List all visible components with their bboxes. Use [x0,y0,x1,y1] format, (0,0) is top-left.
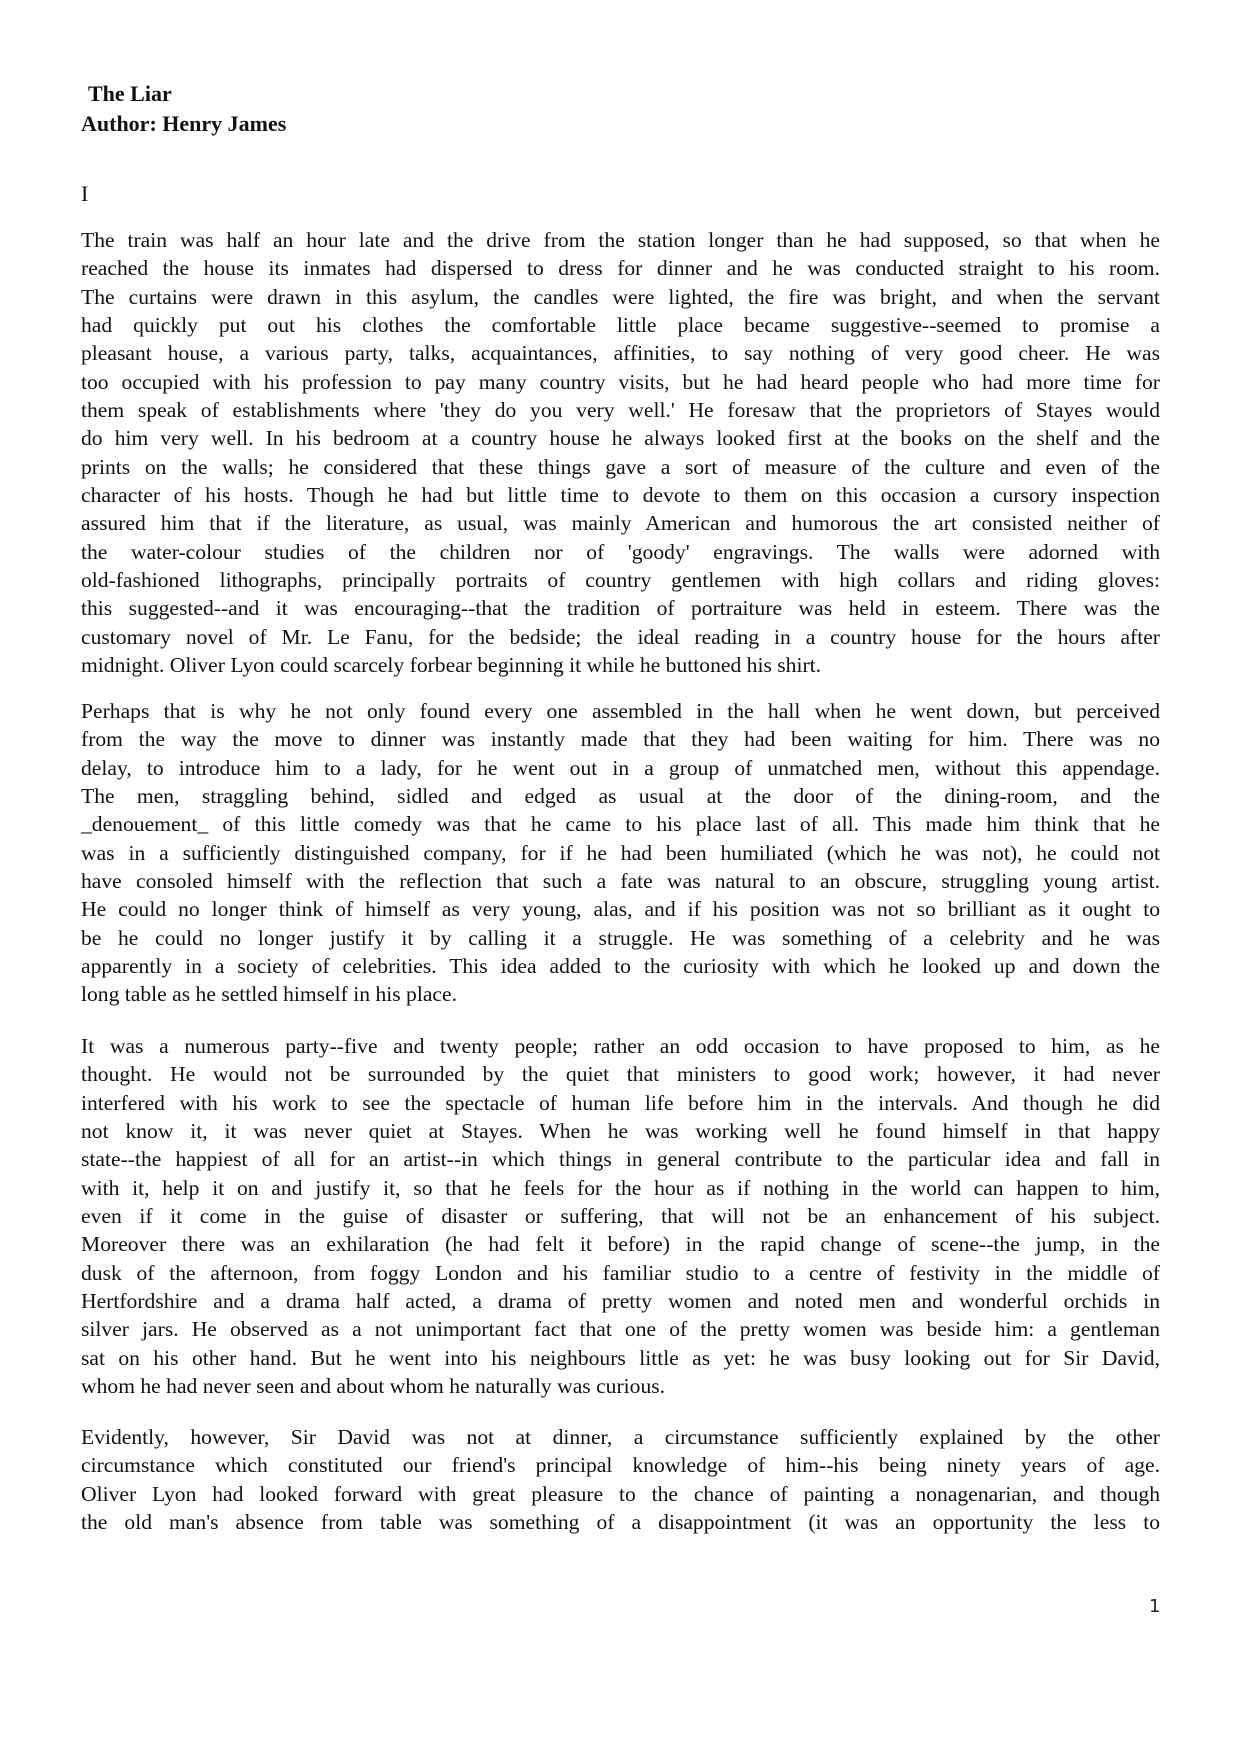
text-line: midnight. Oliver Lyon could scarcely forbear beginning it while he buttoned his shirt. [81,653,822,678]
text-line: be he could no longer justify it by calling it a struggle. He was something of a celebrity and he was [81,925,1160,950]
text-line: reached the house its inmates had dispersed to dress for dinner and he was conducted straight to his room. [81,256,1160,281]
text-line: pleasant house, a various party, talks, acquaintances, affinities, to say nothing of very good cheer. He was [81,341,1160,366]
text-line: prints on the walls; he considered that these things gave a sort of measure of the culture and even of the [81,454,1160,479]
text-line: Hertfordshire and a drama half acted, a drama of pretty women and noted men and wonderful orchids in [81,1289,1160,1314]
text-line: The train was half an hour late and the drive from the station longer than he had supposed, so that when he [81,228,1160,252]
text-line: the old man's absence from table was something of a disappointment (it was an opportunity the less to [81,1510,1160,1535]
text-line: It was a numerous party--five and twenty people; rather an odd occasion to have proposed to him, as he [81,1034,1160,1058]
text-line: thought. He would not be surrounded by the quiet that ministers to good work; however, it had never [81,1062,1160,1087]
text-line: Oliver Lyon had looked forward with great pleasure to the chance of painting a nonagenarian, and though [81,1481,1160,1506]
text-line: was in a sufficiently distinguished company, for if he had been humiliated (which he was not), he could not [81,840,1160,865]
text-line: He could no longer think of himself as very young, alas, and if his position was not so brilliant as it ought to [81,897,1160,922]
document-author: Author: Henry James [81,111,287,136]
text-line: not know it, it was never quiet at Stayes. When he was working well he found himself in that happy [81,1119,1160,1144]
text-line: whom he had never seen and about whom he naturally was curious. [81,1374,666,1399]
text-line: do him very well. In his bedroom at a country house he always looked first at the books on the shelf and the [81,426,1160,451]
paragraph-3 [81,1032,1160,1400]
text-line: character of his hosts. Though he had but little time to devote to them on this occasion a cursory inspection [81,483,1160,508]
page-number: 1 [1149,1596,1161,1617]
text-line: _denouement_ of this little comedy was that he came to his place last of all. This made him think that he [81,812,1160,837]
text-line: old-fashioned lithographs, principally portraits of country gentlemen with high collars and riding gloves: [81,568,1160,593]
text-line: them speak of establishments where 'they do you very well.' He foresaw that the proprietors of Stayes would [81,398,1160,423]
text-line: sat on his other hand. But he went into his neighbours little as yet: he was busy looking out for Sir David, [81,1345,1160,1370]
text-line: interfered with his work to see the spectacle of human life before him in the intervals. And though he did [81,1090,1160,1115]
text-line: assured him that if the literature, as usual, was mainly American and humorous the art consisted neither of [81,511,1160,536]
text-line: The men, straggling behind, sidled and edged as usual at the door of the dining-room, and the [81,784,1160,809]
paragraph-1 [81,226,1160,680]
paragraph-4 [81,1423,1160,1536]
text-line: this suggested--and it was encouraging--that the tradition of portraiture was held in esteem. There was the [81,596,1160,621]
text-line: circumstance which constituted our friend's principal knowledge of him--his being ninety years of age. [81,1453,1160,1478]
text-line: apparently in a society of celebrities. This idea added to the curiosity with which he looked up and down the [81,954,1160,979]
text-line: too occupied with his profession to pay many country visits, but he had heard people who had more time for [81,369,1160,394]
document-title: The Liar [88,81,172,106]
text-line: Perhaps that is why he not only found every one assembled in the hall when he went down, but perceived [81,699,1160,723]
text-line: dusk of the afternoon, from foggy London and his familiar studio to a centre of festivity in the middle of [81,1260,1160,1285]
text-line: had quickly put out his clothes the comfortable little place became suggestive--seemed to promise a [81,313,1160,338]
text-line: long table as he settled himself in his place. [81,982,457,1007]
text-line: Moreover there was an exhilaration (he had felt it before) in the rapid change of scene--the jump, in the [81,1232,1160,1257]
text-line: The curtains were drawn in this asylum, the candles were lighted, the fire was bright, and when the servant [81,284,1160,309]
text-line: state--the happiest of all for an artist--in which things in general contribute to the particular idea and fall in [81,1147,1160,1172]
paragraph-2 [81,697,1160,1009]
text-line: customary novel of Mr. Le Fanu, for the bedside; the ideal reading in a country house for the hours after [81,624,1160,649]
text-line: have consoled himself with the reflection that such a fate was natural to an obscure, struggling young artist. [81,869,1160,894]
text-line: with it, help it on and justify it, so that he feels for the hour as if nothing in the world can happen to him, [81,1175,1160,1200]
text-line: delay, to introduce him to a lady, for he went out in a group of unmatched men, without this appendage. [81,755,1160,780]
text-line: from the way the move to dinner was instantly made that they had been waiting for him. There was no [81,727,1160,752]
text-line: Evidently, however, Sir David was not at dinner, a circumstance sufficiently explained by the other [81,1425,1160,1449]
text-line: silver jars. He observed as a not unimportant fact that one of the pretty women was beside him: a gentleman [81,1317,1160,1342]
text-line: even if it come in the guise of disaster or suffering, that will not be an enhancement of his subject. [81,1204,1160,1229]
text-line: the water-colour studies of the children nor of 'goody' engravings. The walls were adorned with [81,539,1160,564]
chapter-heading: I [81,181,89,206]
